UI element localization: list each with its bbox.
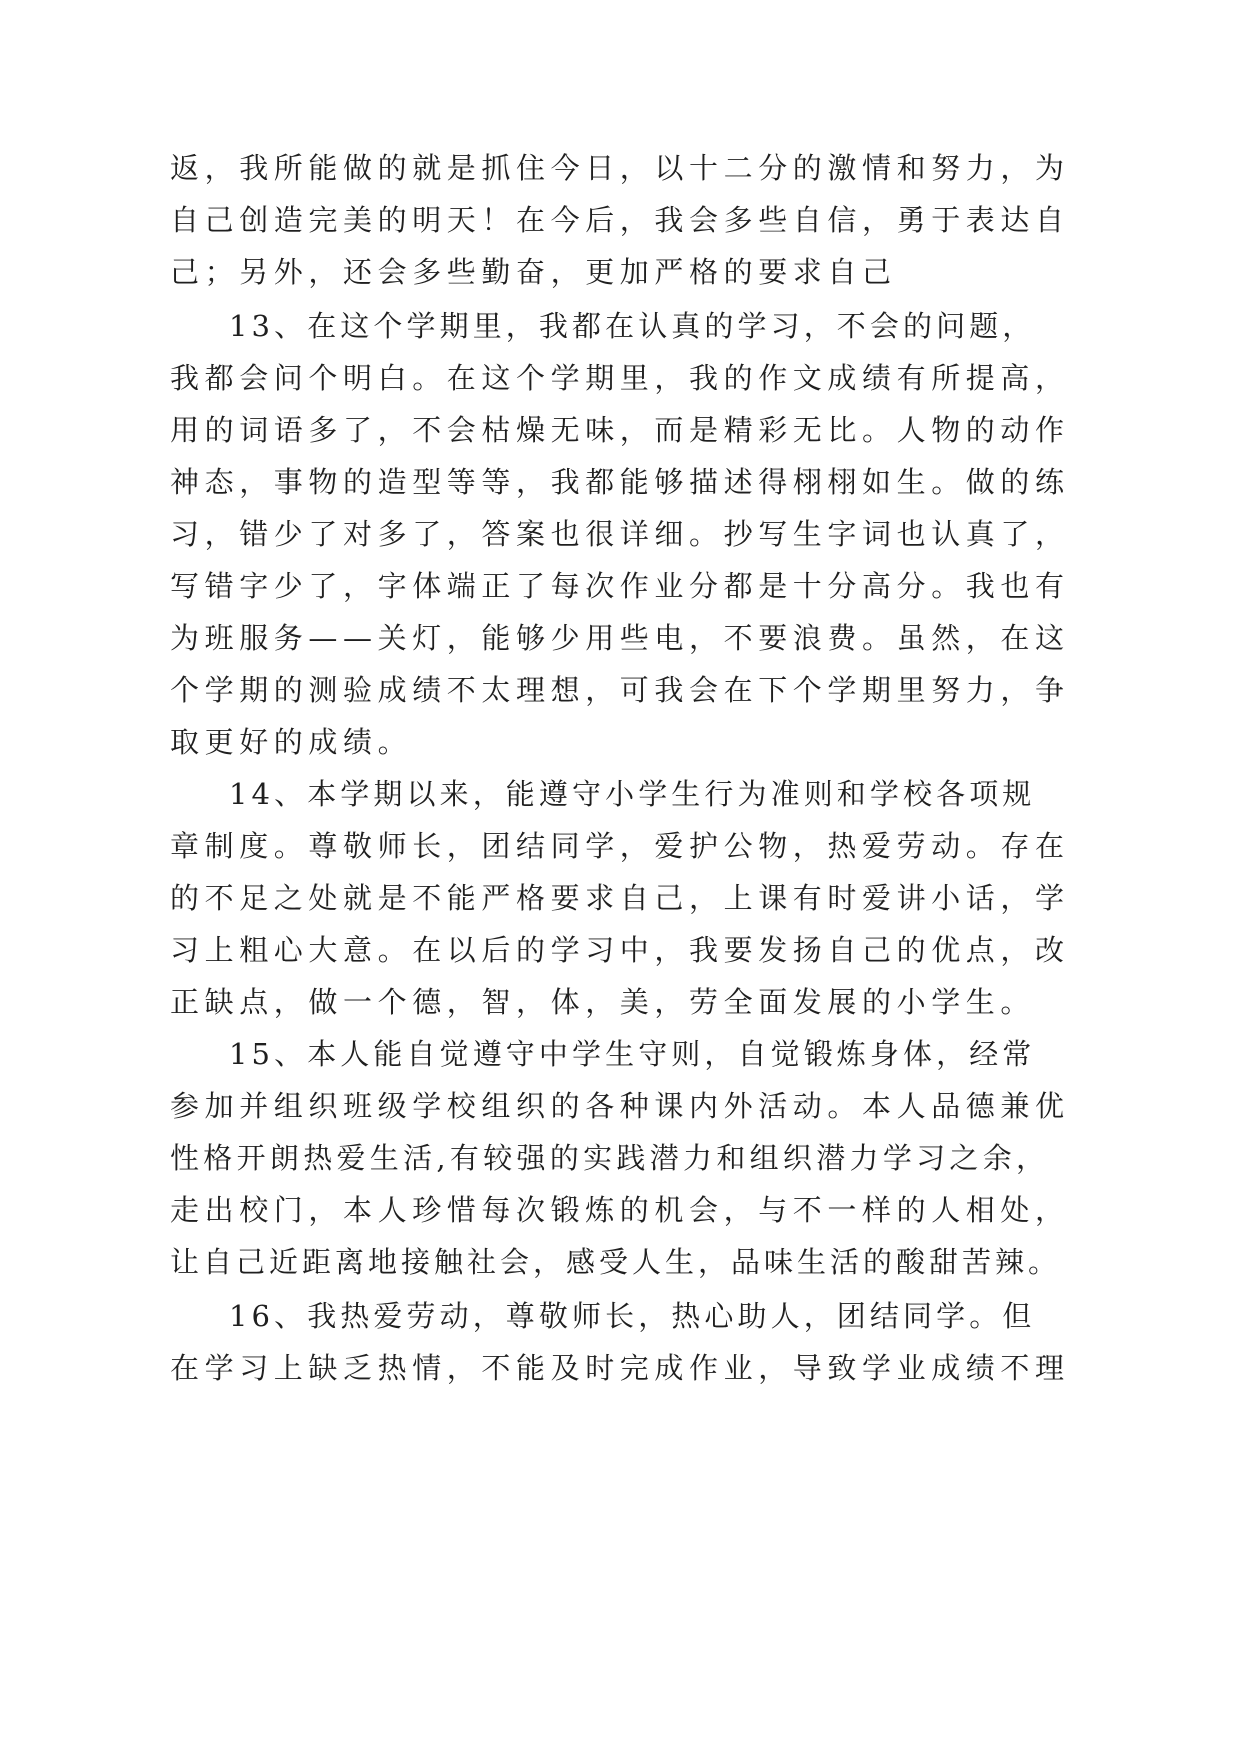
text-line: 参加并组织班级学校组织的各种课内外活动。本人品德兼优 xyxy=(170,1089,1070,1123)
paragraph-16-first-line: 16、我热爱劳动，尊敬师长，热心助人，团结同学。但 xyxy=(229,1299,1036,1333)
text-line: 神态，事物的造型等等，我都能够描述得栩栩如生。做的练 xyxy=(170,465,1070,499)
text-line: 走出校门，本人珍惜每次锻炼的机会，与不一样的人相处， xyxy=(170,1193,1070,1227)
text-line: 返，我所能做的就是抓住今日，以十二分的激情和努力，为 xyxy=(170,151,1070,185)
paragraph-14-first-line: 14、本学期以来，能遵守小学生行为准则和学校各项规 xyxy=(229,777,1036,811)
paragraph-15-first-line: 15、本人能自觉遵守中学生守则，自觉锻炼身体，经常 xyxy=(229,1037,1036,1071)
text-line: 我都会问个明白。在这个学期里，我的作文成绩有所提高， xyxy=(170,361,1070,395)
text-line: 自己创造完美的明天！在今后，我会多些自信，勇于表达自 xyxy=(170,203,1070,237)
text-line: 用的词语多了，不会枯燥无味，而是精彩无比。人物的动作 xyxy=(170,413,1070,447)
text-line: 习上粗心大意。在以后的学习中，我要发扬自己的优点，改 xyxy=(170,933,1070,967)
text-line: 写错字少了，字体端正了每次作业分都是十分高分。我也有 xyxy=(170,569,1070,603)
text-line: 在学习上缺乏热情，不能及时完成作业，导致学业成绩不理 xyxy=(170,1351,1070,1385)
text-line: 为班服务——关灯，能够少用些电，不要浪费。虽然，在这 xyxy=(170,621,1070,655)
paragraph-13-first-line: 13、在这个学期里，我都在认真的学习，不会的问题， xyxy=(229,309,1036,343)
text-line: 己；另外，还会多些勤奋，更加严格的要求自己 xyxy=(170,255,897,289)
text-line: 让自己近距离地接触社会，感受人生，品味生活的酸甜苦辣。 xyxy=(170,1245,1062,1279)
text-line: 章制度。尊敬师长，团结同学，爱护公物，热爱劳动。存在 xyxy=(170,829,1070,863)
text-line: 个学期的测验成绩不太理想，可我会在下个学期里努力，争 xyxy=(170,673,1070,707)
text-line: 习，错少了对多了，答案也很详细。抄写生字词也认真了， xyxy=(170,517,1070,551)
text-line: 的不足之处就是不能严格要求自己，上课有时爱讲小话，学 xyxy=(170,881,1070,915)
text-line: 性格开朗热爱生活,有较强的实践潜力和组织潜力学习之余， xyxy=(170,1141,1050,1175)
text-line: 正缺点，做一个德，智，体，美，劳全面发展的小学生。 xyxy=(170,985,1036,1019)
text-line: 取更好的成绩。 xyxy=(170,725,413,759)
